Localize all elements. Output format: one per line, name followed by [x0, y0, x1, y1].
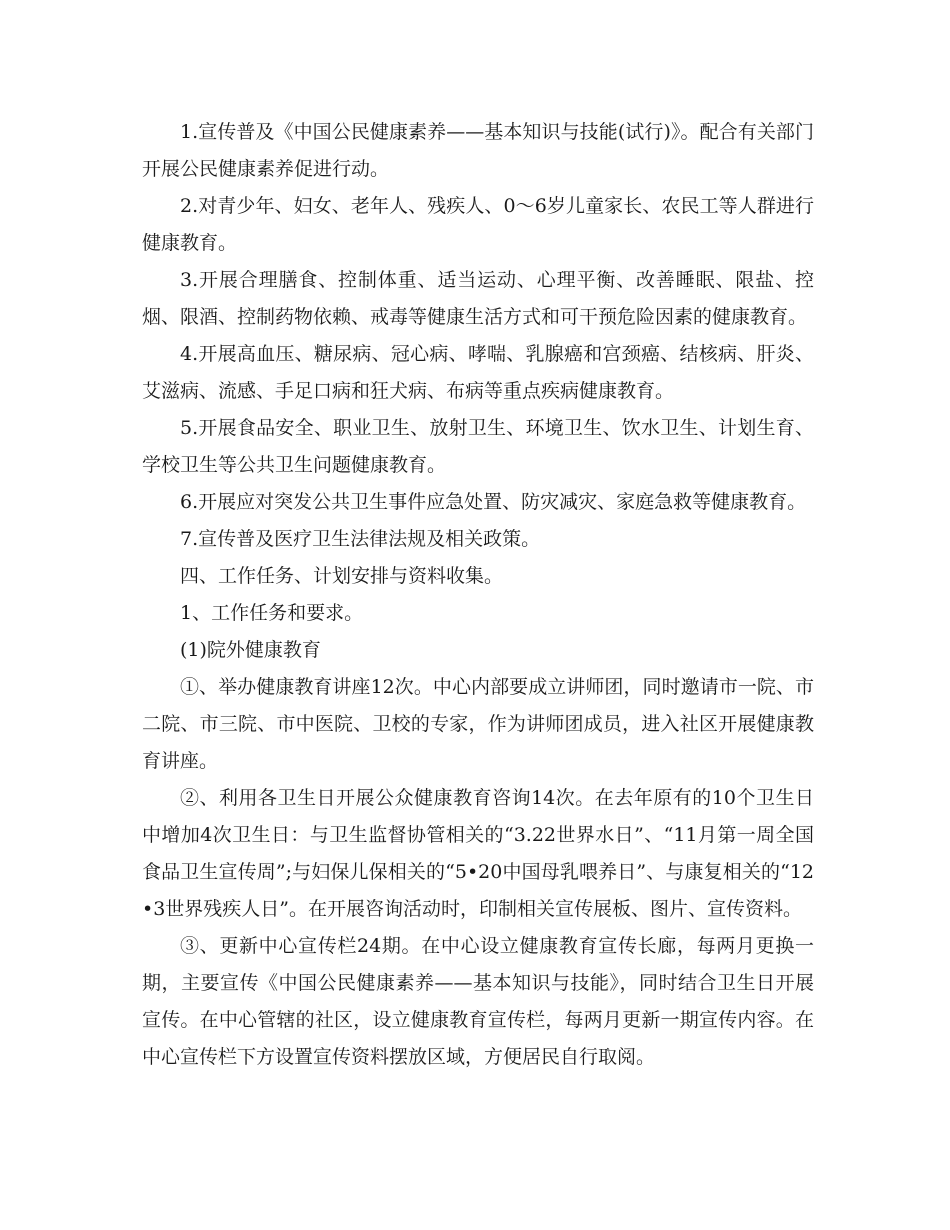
section-heading-4: 四、工作任务、计划安排与资料收集。 — [180, 565, 504, 587]
paragraph-item-3: 3.开展合理膳食、控制体重、适当运动、心理平衡、改善睡眠、限盐、控烟、限酒、控制药物依赖、戒毒等健康生活方式和可干预危险因素的健康教育。 — [142, 269, 814, 328]
paragraph-item-6: 6.开展应对突发公共卫生事件应急处置、防灾减灾、家庭急救等健康教育。 — [180, 491, 807, 513]
paragraph-item-5: 5.开展食品安全、职业卫生、放射卫生、环境卫生、饮水卫生、计划生育、学校卫生等公共卫生问题健康教育。 — [142, 417, 814, 476]
task-item-bulletin-board: ③、更新中心宣传栏24期。在中心设立健康教育宣传长廊，每两月更换一期，主要宣传《中国公民健康素养——基本知识与技能》，同时结合卫生日开展宣传。在中心管辖的社区，设立健康教育宣传栏，每两月更新一期宣传内容。在中心宣传栏下方设置宣传资料摆放区域，方便居民自行取阅。 — [142, 935, 814, 1068]
task-item-consultations: ②、利用各卫生日开展公众健康教育咨询14次。在去年原有的10个卫生日中增加4次卫生日：与卫生监督协管相关的“3.22世界水日”、“11月第一周全国食品卫生宣传周”;与妇保儿保相关的“5•20中国母乳喂养日”、与康复相关的“12•3世界残疾人日”。在开展咨询活动时，印制相关宣传展板、图片、宣传资料。 — [142, 787, 814, 920]
document-body — [142, 114, 814, 1076]
subsection-heading-1: 1、工作任务和要求。 — [180, 602, 364, 624]
paragraph-item-4: 4.开展高血压、糖尿病、冠心病、哮喘、乳腺癌和宫颈癌、结核病、肝炎、艾滋病、流感、手足口病和狂犬病、布病等重点疾病健康教育。 — [142, 343, 814, 402]
paragraph-item-1: 1.宣传普及《中国公民健康素养——基本知识与技能(试行)》。配合有关部门开展公民健康素养促进行动。 — [142, 121, 814, 180]
task-item-lectures: ①、举办健康教育讲座12次。中心内部要成立讲师团，同时邀请市一院、市二院、市三院、市中医院、卫校的专家，作为讲师团成员，进入社区开展健康教育讲座。 — [142, 676, 814, 772]
paragraph-item-7: 7.宣传普及医疗卫生法律法规及相关政策。 — [180, 528, 541, 550]
subsection-heading-outside: (1)院外健康教育 — [180, 639, 321, 661]
paragraph-item-2: 2.对青少年、妇女、老年人、残疾人、0～6岁儿童家长、农民工等人群进行健康教育。 — [142, 195, 814, 254]
